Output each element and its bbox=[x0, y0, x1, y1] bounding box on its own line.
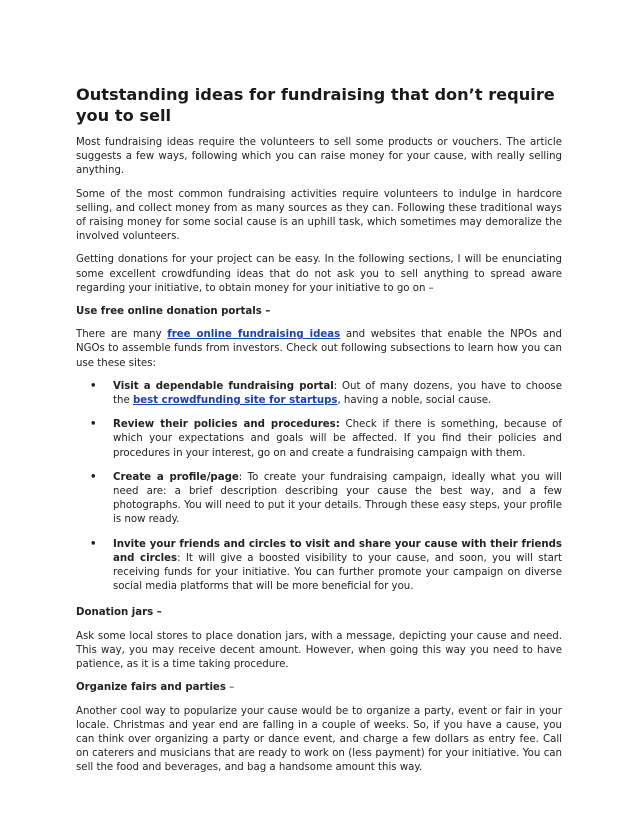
list-item-lead: Visit a dependable fundraising portal bbox=[113, 380, 334, 392]
list-item bbox=[76, 538, 562, 595]
fairs-heading-dash: – bbox=[225, 682, 235, 694]
list-item-lead: Create a profile/page bbox=[113, 471, 239, 483]
section-heading-donation-jars: Donation jars – bbox=[76, 607, 162, 619]
list-item bbox=[76, 471, 562, 528]
intro-paragraph-3: Getting donations for your project can be easy. In the following sections, I will be enunciating some excellent crowdfunding ideas that do not ask you to sell anything to spread aware regarding your initiative, to obtain money for your initiative to go on – bbox=[76, 254, 562, 294]
list-item-text: : It will give a boosted visibility to your cause, and soon, you will start receiving funds for your initiative. You can further promote your campaign on diverse social media platforms that will be more beneficial for you. bbox=[113, 552, 562, 593]
list-item bbox=[76, 418, 562, 461]
article-title: Outstanding ideas for fundraising that don’t require you to sell bbox=[76, 85, 555, 125]
portals-paragraph bbox=[76, 328, 562, 371]
fairs-heading-text: Organize fairs and parties bbox=[76, 682, 226, 694]
donation-jars-paragraph: Ask some local stores to place donation jars, with a message, depicting your cause and need. This way, you may receive decent amount. However, when going this way you need to have patience, as it is a time taking procedure. bbox=[76, 630, 562, 671]
bullet-icon: • bbox=[90, 538, 97, 550]
section-heading-fairs-parties bbox=[76, 681, 562, 695]
intro-paragraph-2: Some of the most common fundraising activities require volunteers to indulge in hardcore selling, and collect money from as many sources as they can. Following these traditional ways of raising money for some social cause is an uphill task, which sometimes may demoralize the involved volunteers. bbox=[76, 188, 562, 243]
portal-steps-list bbox=[76, 380, 562, 595]
list-item-text: : To create your fundraising campaign, ideally what you will need are: a brief description describing your cause the best way, and a few photographs. You will need to put it your details. Through these easy steps, your profile is now ready. bbox=[113, 471, 562, 526]
intro-paragraph-1: Most fundraising ideas require the volunteers to sell some products or vouchers. The article suggests a few ways, following which you can raise money for your cause, with really selling anything. bbox=[76, 137, 562, 177]
fairs-parties-paragraph: Another cool way to popularize your cause would be to organize a party, event or fair in your locale. Christmas and year end are falling in a couple of weeks. So, if you have a cause, you can think over organizing a party or dance event, and charge a few dollars as entry fee. Call on caterers and musicians that are ready to work on (less payment) for your initiative. You can sell the food and beverages, and bag a handsome amount this way. bbox=[76, 705, 562, 774]
list-item-text: Check if there is something, because of which your expectations and goals will be affected. If you find their policies and procedures in your interest, go on and create a fundraising campaign with them. bbox=[113, 419, 562, 459]
portals-text-after: and websites that enable the NPOs and NGOs to assemble funds from investors. Check out following subsections to learn how you can use these sites: bbox=[76, 329, 562, 369]
list-item-lead: Invite your friends and circles to visit and share your cause with their friends and circles bbox=[113, 538, 562, 564]
list-item bbox=[76, 380, 562, 408]
portals-text-before: There are many bbox=[76, 329, 162, 341]
list-item-text-after: , having a noble, social cause. bbox=[337, 395, 492, 407]
list-item-text: : Out of many dozens, you have to choose the bbox=[113, 380, 563, 407]
section-heading-donation-portals: Use free online donation portals – bbox=[76, 306, 271, 318]
bullet-icon: • bbox=[90, 419, 97, 431]
bullet-icon: • bbox=[90, 471, 97, 483]
bullet-icon: • bbox=[90, 380, 97, 392]
free-online-fundraising-ideas-link[interactable]: free online fundraising ideas bbox=[167, 329, 341, 341]
best-crowdfunding-site-link[interactable]: best crowdfunding site for startups bbox=[132, 395, 338, 407]
document-page bbox=[76, 84, 562, 785]
list-item-lead: Review their policies and procedures: bbox=[113, 419, 340, 431]
